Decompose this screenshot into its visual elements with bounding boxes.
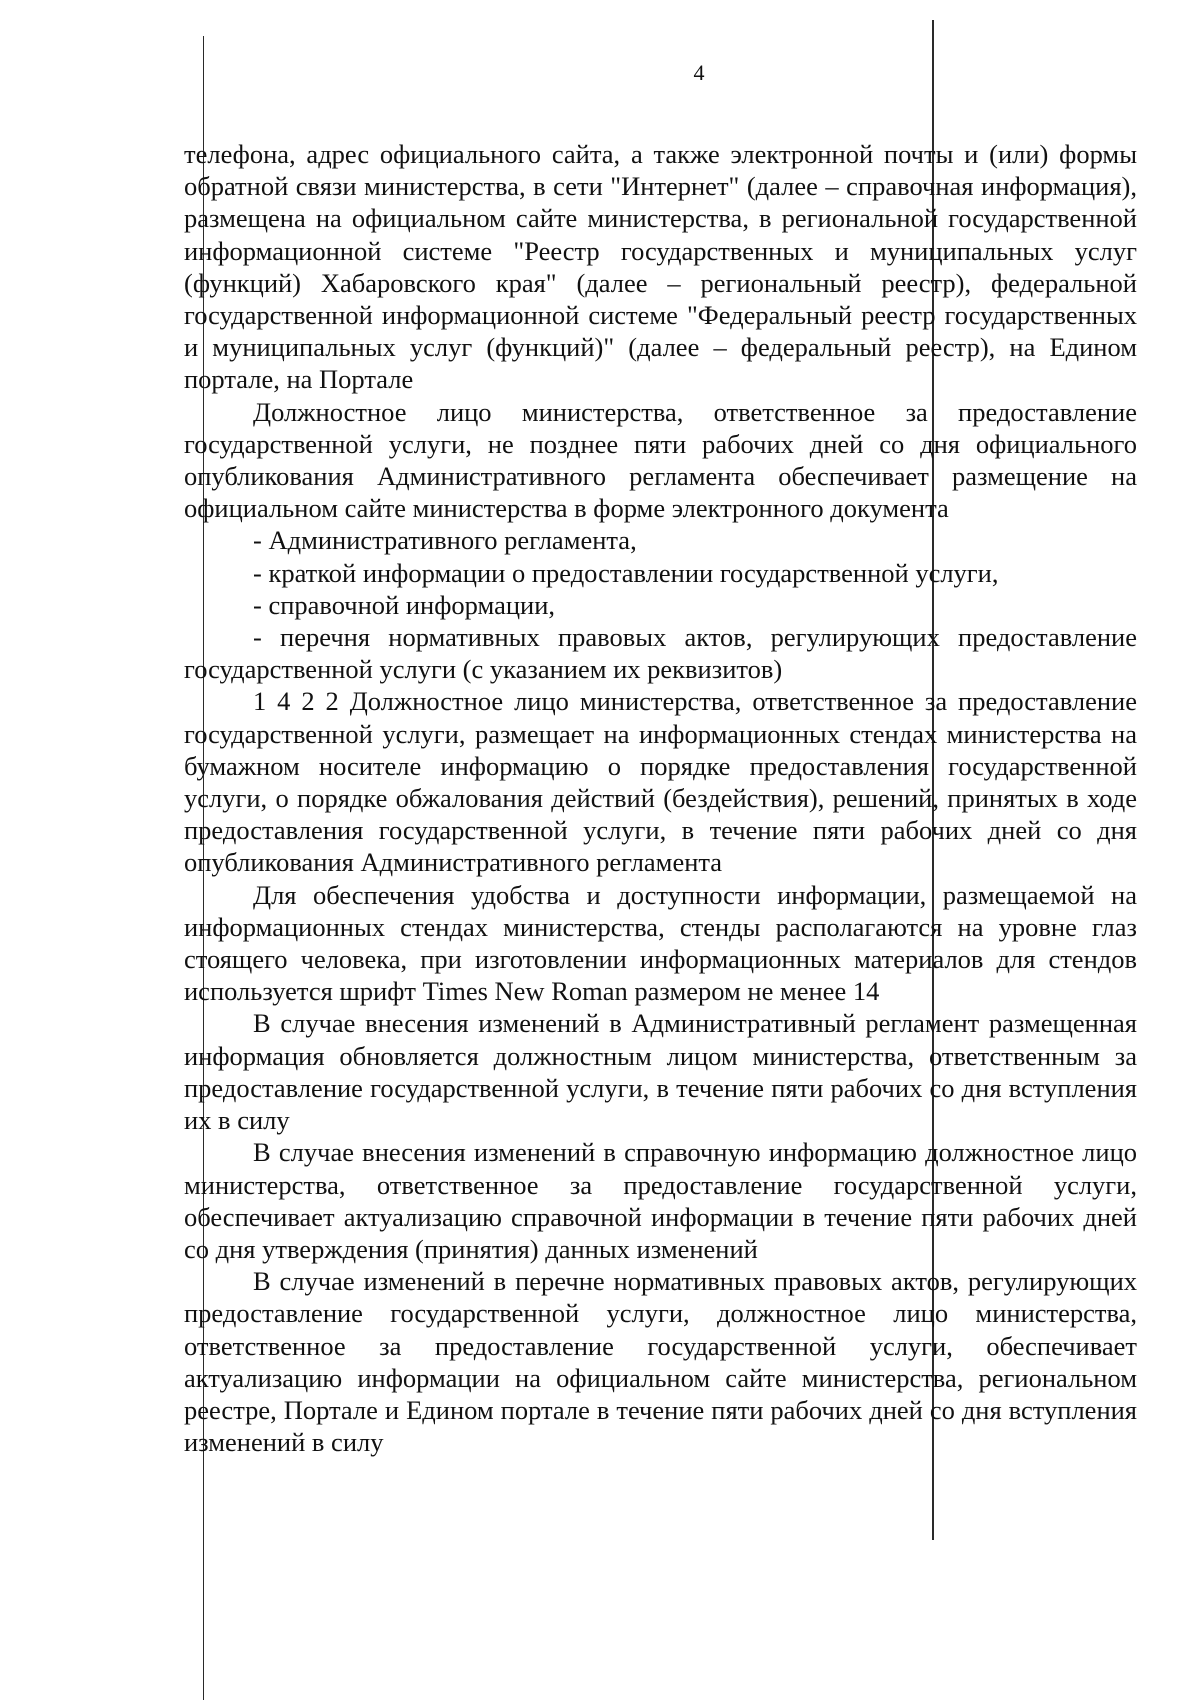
paragraph-official-publication: Должностное лицо министерства, ответственное за предоставление государственной услуги, не позднее пяти рабочих дней со дня официального опубликования Административного регламента обеспечивает размещение на официальном сайте министерства в форме электронного документа <box>184 396 1137 524</box>
paragraph-legal-acts-changes: В случае изменений в перечне нормативных правовых актов, регулирующих предоставление государственной услуги, должностное лицо министерства, ответственное за предоставление государственной услуги, обеспечивает актуализацию информации на официальном сайте министерства, региональном реестре, Портале и Едином портале в течение пяти рабочих дней со дня вступления изменений в силу <box>184 1266 1137 1458</box>
paragraph-regulation-changes: В случае внесения изменений в Административный регламент размещенная информация обновляется должностным лицом министерства, ответственным за предоставление государственной услуги, в течение пяти рабочих со дня вступления их в силу <box>184 1008 1137 1136</box>
document-body <box>184 138 1137 1458</box>
list-item-regulation: - Административного регламента, <box>253 525 637 556</box>
list-item-reference-info: - справочной информации, <box>253 589 556 620</box>
page-number: 4 <box>693 60 705 85</box>
paragraph-reference-changes: В случае внесения изменений в справочную информацию должностное лицо министерства, ответственное за предоставление государственной услуги, обеспечивает актуализацию справочной информации в течение пяти рабочих дней со дня утверждения (принятия) данных изменений <box>184 1137 1137 1264</box>
paragraph-section-1422: 1 4 2 2 Должностное лицо министерства, ответственное за предоставление государственной услуги, размещает на информационных стендах министерства на бумажном носителе информацию о порядке предоставления государственной услуги, о порядке обжалования действий (бездействия), решений, принятых в ходе предоставления государственной услуги, в течение пяти рабочих дней со дня опубликования Административного регламента <box>184 686 1137 878</box>
list-item-legal-acts: - перечня нормативных правовых актов, регулирующих предоставление государственной услуги (с указанием их реквизитов) <box>184 622 1137 685</box>
paragraph-contact-info: телефона, адрес официального сайта, а также электронной почты и (или) формы обратной связи министерства, в сети "Интернет" (далее – справочная информация), размещена на официальном сайте министерства, в региональной государственной информационной системе "Реестр государственных и муниципальных услуг (функций) Хабаровского края" (далее – региональный реестр), федеральной государственной информационной системе "Федеральный реестр государственных и муниципальных услуг (функций)" (далее – федеральный реестр), на Едином портале, на Портале <box>184 139 1137 395</box>
list-item-brief-info: - краткой информации о предоставлении государственной услуги, <box>253 557 999 588</box>
paragraph-information-stands: Для обеспечения удобства и доступности информации, размещаемой на информационных стендах министерства, стенды располагаются на уровне глаз стоящего человека, при изготовлении информационных материалов для стендов используется шрифт Times New Roman размером не менее 14 <box>184 879 1137 1007</box>
